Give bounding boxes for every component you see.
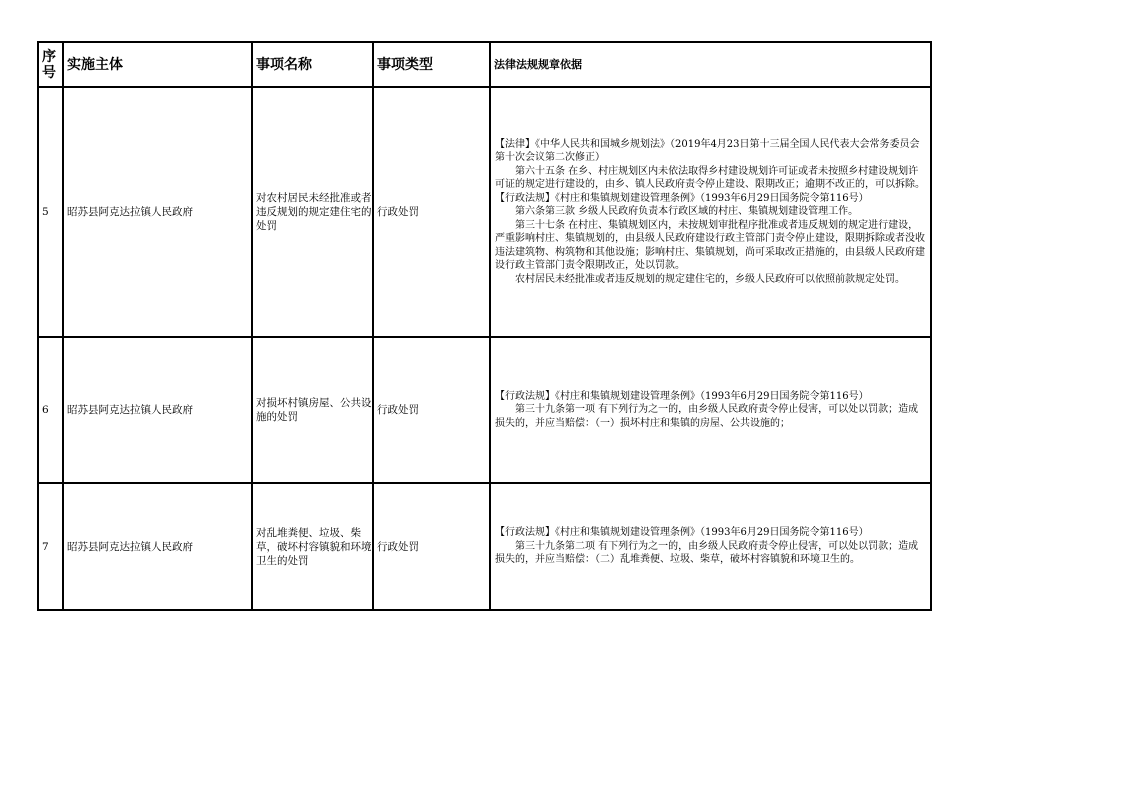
row-type: 行政处罚	[373, 483, 490, 610]
basis-line: 【法律】《中华人民共和国城乡规划法》（2019年4月23日第十三届全国人民代表大会常务委员会第十次会议第二次修正）	[495, 138, 920, 164]
table-row	[38, 87, 931, 337]
row-type: 行政处罚	[373, 337, 490, 483]
header-basis: 法律法规规章依据	[490, 42, 931, 87]
row-seq: 6	[38, 337, 63, 483]
header-type: 事项类型	[373, 42, 490, 87]
row-basis	[490, 337, 931, 483]
basis-line: 第六十五条 在乡、村庄规划区内未依法取得乡村建设规划许可证或者未按照乡村建设规划许可证的规定进行建设的，由乡、镇人民政府责令停止建设、限期改正；逾期不改正的，可以拆除。	[495, 165, 925, 191]
basis-line: 【行政法规】《村庄和集镇规划建设管理条例》（1993年6月29日国务院令第116号）	[495, 527, 869, 539]
table-row	[38, 337, 931, 483]
row-item: 对乱堆粪便、垃圾、柴草，破坏村容镇貌和环境卫生的处罚	[252, 483, 373, 610]
basis-line: 第三十七条 在村庄、集镇规划区内，未按规划审批程序批准或者违反规划的规定进行建设，严重影响村庄、集镇规划的，由县级人民政府建设行政主管部门责令停止建设，限期拆除或者没收违法建筑物、构筑物和其他设施；影响村庄、集镇规划，尚可采取改正措施的，由县级人民政府建设行政主管部门责令限期改正，处以罚款。	[495, 219, 925, 272]
basis-line: 【行政法规】《村庄和集镇规划建设管理条例》（1993年6月29日国务院令第116号）	[495, 192, 869, 204]
header-subject: 实施主体	[63, 42, 252, 87]
header-item: 事项名称	[252, 42, 373, 87]
table-row	[38, 483, 931, 610]
header-row	[38, 42, 931, 87]
basis-line: 【行政法规】《村庄和集镇规划建设管理条例》（1993年6月29日国务院令第116号）	[495, 390, 869, 402]
row-item: 对损坏村镇房屋、公共设施的处罚	[252, 337, 373, 483]
basis-line: 第六条第三款 乡级人民政府负责本行政区域的村庄、集镇规划建设管理工作。	[515, 206, 859, 218]
row-subject: 昭苏县阿克达拉镇人民政府	[63, 337, 252, 483]
row-type: 行政处罚	[373, 87, 490, 337]
regulation-table	[37, 41, 932, 611]
row-basis	[490, 87, 931, 337]
row-seq: 5	[38, 87, 63, 337]
basis-line: 农村居民未经批准或者违反规划的规定建住宅的，乡级人民政府可以依照前款规定处罚。	[515, 273, 905, 285]
row-item: 对农村居民未经批准或者违反规划的规定建住宅的处罚	[252, 87, 373, 337]
basis-line: 第三十九条第一项 有下列行为之一的，由乡级人民政府责令停止侵害，可以处以罚款；造成损失的，并应当赔偿：（一）损坏村庄和集镇的房屋、公共设施的；	[495, 404, 919, 429]
row-subject: 昭苏县阿克达拉镇人民政府	[63, 87, 252, 337]
row-basis	[490, 483, 931, 610]
row-seq: 7	[38, 483, 63, 610]
basis-line: 第三十九条第二项 有下列行为之一的，由乡级人民政府责令停止侵害，可以处以罚款；造成损失的，并应当赔偿：（二）乱堆粪便、垃圾、柴草，破坏村容镇貌和环境卫生的。	[495, 540, 919, 566]
header-seq: 序号	[38, 42, 63, 87]
row-subject: 昭苏县阿克达拉镇人民政府	[63, 483, 252, 610]
